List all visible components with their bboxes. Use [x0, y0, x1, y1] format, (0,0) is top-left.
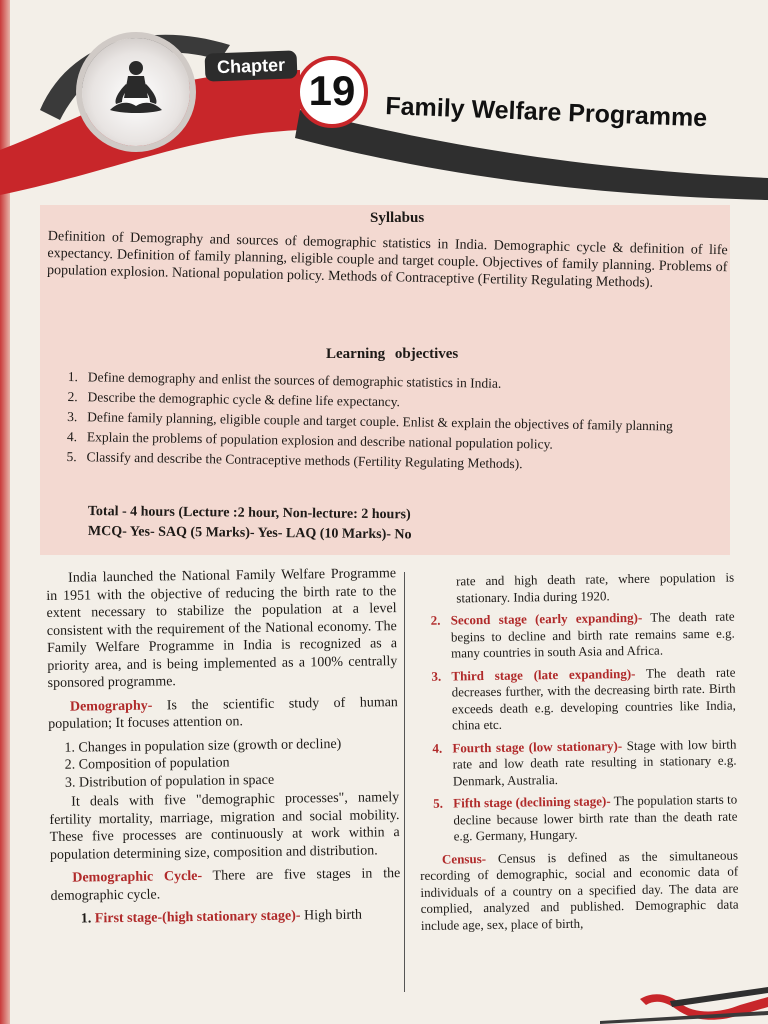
- footer-swoosh-graphic: [600, 985, 768, 1024]
- list-item: 4. Explain the problems of population explosion and describe national population policy.: [66, 428, 553, 452]
- stage-1-continued: rate and high death rate, where population is stationary. India during 1920.: [455, 569, 735, 605]
- list-item: 2. Describe the demographic cycle & define life expectancy.: [67, 388, 401, 410]
- column-divider: [404, 572, 405, 992]
- demography-term: Demography-: [69, 698, 153, 715]
- stage-5: 5. Fifth stage (declining stage)- The population starts to decline because lower birth rate than the death rate e.g. Germany, Hungary.: [433, 791, 738, 844]
- intro-paragraph: India launched the National Family Welfare Programme in 1951 with the objective of reducing the birth rate to the extent necessary to stabilize the population at a level consistent with the requirement of the National economy. The Family Welfare Programme in India is recognized as a priority area, and is being implemented as a 100% centrally sponsored programme.: [46, 566, 398, 691]
- census-paragraph: Census- Census is defined as the simultaneous recording of demographic, social and economic data of individuals of a country on a specified day. The data are complied, analyzed and published. Demographic data include age, sex, place of birth,: [420, 847, 739, 933]
- syllabus-heading: Syllabus: [370, 210, 425, 226]
- list-item: 1. Changes in population size (growth or decline): [78, 735, 398, 757]
- stage-2: 2. Second stage (early expanding)- The death rate begins to decline and birth rate remains same e.g. many countries in south Asia and Africa.: [430, 608, 735, 661]
- focus-list: [48, 735, 399, 792]
- stage-1: 1. First stage-(high stationary stage)- High birth: [80, 907, 363, 927]
- total-hours: Total - 4 hours (Lecture :2 hour, Non-lecture: 2 hours): [87, 504, 411, 523]
- chapter-title: Family Welfare Programme: [384, 92, 708, 133]
- list-item: 3. Define family planning, eligible couple and target couple. Enlist & explain the objectives of family planning: [67, 408, 673, 434]
- processes-paragraph: It deals with five "demographic processes", namely fertility mortality, marriage, migration and social mobility. These five processes are continuously at work within a population determining size, composition and distribution.: [49, 790, 400, 863]
- yoga-logo: [82, 38, 190, 146]
- chapter-label: Chapter: [205, 50, 298, 81]
- stage-3: 3. Third stage (late expanding)- The death rate decreases further, with the decreasing birth rate. Birth exceeds death e.g. developing countries like India, china etc.: [431, 664, 736, 733]
- demography-paragraph: Demography- Is the scientific study of human population; It focuses attention on.: [48, 694, 398, 732]
- syllabus-text: Definition of Demography and sources of demographic statistics in India. Demographic cycle & definition of life expectancy. Definition of family planning, eligible couple and target couple. Objectives of family planning. Problems of population explosion. National population policy. Methods of Contraceptive (Fertility Regulating Methods).: [46, 228, 728, 291]
- right-column: [416, 570, 739, 934]
- list-item: 3. Distribution of population in space: [79, 770, 399, 792]
- stage-4: 4. Fourth stage (low stationary)- Stage with low birth rate and low death rate resulting in stationary e.g. Denmark, Australia.: [432, 736, 737, 789]
- chapter-number: 19: [296, 56, 368, 128]
- list-item: 5. Classify and describe the Contraceptive methods (Fertility Regulating Methods).: [66, 448, 523, 472]
- chapter-header: [0, 0, 768, 205]
- list-item: 1. Define demography and enlist the sources of demographic statistics in India.: [67, 368, 502, 391]
- meditation-icon: [100, 54, 172, 126]
- assessment-line: MCQ- Yes- SAQ (5 Marks)- Yes- LAQ (10 Marks)- No: [87, 524, 412, 543]
- list-item: 2. Composition of population: [79, 752, 399, 774]
- learning-objectives-list: [66, 368, 727, 478]
- left-column: [46, 565, 401, 934]
- learning-objectives-heading: Learning objectives: [326, 346, 459, 362]
- cycle-term: Demographic Cycle-: [72, 868, 203, 886]
- cycle-paragraph: Demographic Cycle- There are five stages in the demographic cycle.: [50, 866, 401, 904]
- census-term: Census-: [441, 850, 487, 867]
